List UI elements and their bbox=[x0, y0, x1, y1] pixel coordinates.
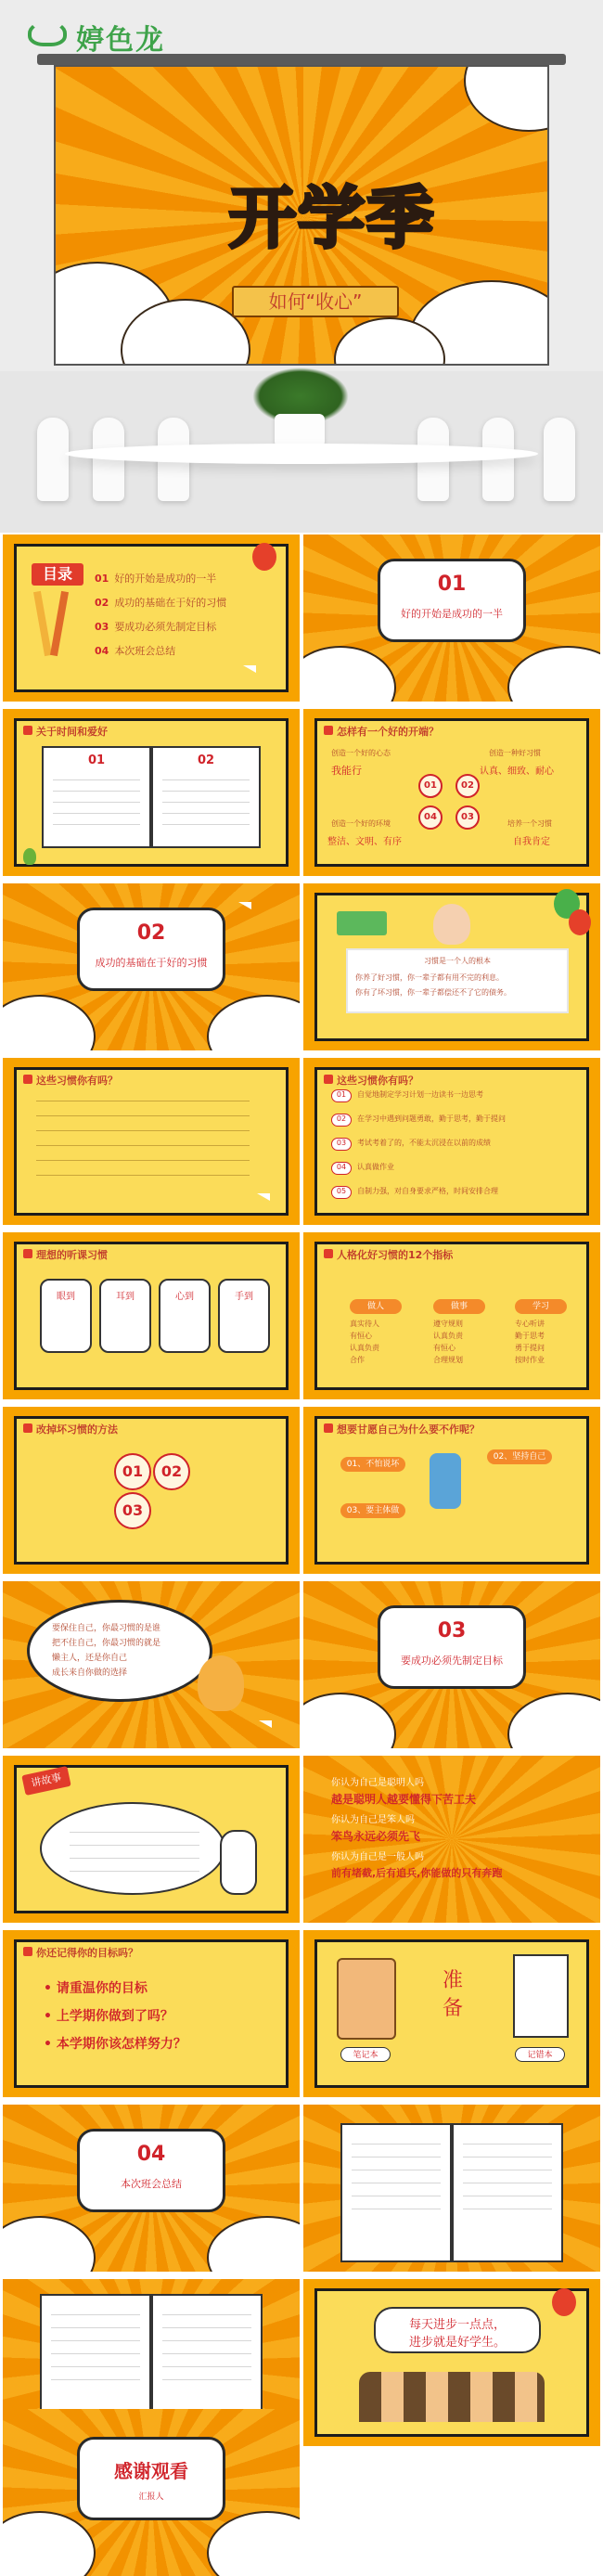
kid-icon bbox=[430, 1453, 461, 1509]
thought-cloud bbox=[40, 1802, 225, 1895]
toc-heading: 目录 bbox=[32, 563, 83, 586]
slide-smart-vs-slow[interactable]: 你认为自己是聪明人吗 越是聪明人越要懂得下苦工夫 你认为自己是笨人吗 笨鸟永远必须先飞 你认为自己是一般人吗 前有堵截,后有追兵,你能做的只有奔跑 bbox=[303, 1756, 600, 1923]
chair bbox=[37, 418, 69, 501]
slide-thanks[interactable] bbox=[3, 2409, 300, 2576]
projector-screen bbox=[54, 65, 549, 366]
slide-toc[interactable] bbox=[3, 535, 300, 702]
clipboard-icon bbox=[513, 1954, 569, 2038]
habit-row: 02 在学习中遇到问题勇敢，勤于思考，勤于提问 bbox=[331, 1114, 572, 1138]
slide-heading: 改掉坏习惯的方法 bbox=[23, 1422, 118, 1436]
slide-heading: 理想的听课习惯 bbox=[23, 1247, 108, 1262]
section-card bbox=[378, 559, 526, 642]
slide-heading: 这些习惯你有吗？ bbox=[324, 1073, 418, 1088]
logo-icon bbox=[28, 20, 67, 46]
logo-text: 婷色龙 bbox=[76, 24, 165, 57]
toc-item[interactable]: 01 好的开始是成功的一半 bbox=[95, 573, 217, 585]
slide-goals[interactable] bbox=[3, 1930, 300, 2097]
speech-bubble: 要保住自己，你最习惯的是谁 把不住自己，你最习惯的就是 懒主人，还是你自己 成长来自你做的选择 bbox=[27, 1600, 212, 1702]
slide-panel bbox=[14, 544, 289, 692]
page-title: 开学季 bbox=[228, 179, 435, 257]
section-number: 04 bbox=[136, 2143, 166, 2166]
habit-row: 05 自制力强，对自身要求严格，时间安排合理 bbox=[331, 1186, 572, 1210]
balloon-icon bbox=[252, 543, 276, 571]
habit-row: 01 自觉地制定学习计划一边读书一边思考 bbox=[331, 1089, 572, 1114]
paper-plane-icon bbox=[517, 661, 543, 668]
section-number: 01 bbox=[437, 573, 467, 596]
baby-icon bbox=[433, 904, 470, 945]
balloon-icon bbox=[552, 2288, 576, 2316]
slide-habits-list[interactable] bbox=[303, 1058, 600, 1225]
paper-plane-icon bbox=[246, 1720, 272, 1728]
title-box bbox=[212, 174, 435, 263]
slide-panel bbox=[314, 1242, 589, 1390]
slide-why-do[interactable]: 想要甘愿自己为什么要不作呢？ 01、不怕说坏 02、坚持自己 03、要主体做 bbox=[303, 1407, 600, 1574]
goal-item: • 上学期你做到了吗？ bbox=[44, 2009, 173, 2024]
paper-plane-icon bbox=[244, 1193, 270, 1201]
goal-item: • 本学期你该怎样努力？ bbox=[44, 2037, 186, 2052]
section-card bbox=[378, 1605, 526, 1689]
slide-habits-checklist[interactable] bbox=[3, 1058, 300, 1225]
tree-icon bbox=[23, 848, 36, 865]
slide-fix-bad-habits[interactable]: 改掉坏习惯的方法 01 02 03 bbox=[3, 1407, 300, 1574]
heading-tag bbox=[337, 911, 387, 935]
open-book-right bbox=[452, 2123, 563, 2262]
open-book-right: 02 bbox=[151, 746, 261, 848]
paper-plane-icon bbox=[230, 665, 256, 673]
open-book-left: 01 bbox=[42, 746, 151, 848]
paper-plane-icon bbox=[225, 902, 251, 909]
slide-12-indicators[interactable]: 人格化好习惯的12个指标 做人 做事 学习 真实待人 有恒心 认真负责 合作 遵守规则 认真负责 有恒心 合理规划 专心听讲 勤于思考 勇于提问 按时作业 bbox=[303, 1232, 600, 1399]
plant-pot bbox=[275, 414, 325, 447]
goal-item: • 请重温你的目标 bbox=[44, 1981, 148, 1996]
slide-section-01[interactable] bbox=[303, 535, 600, 702]
slide-heading: 想要甘愿自己为什么要不作呢？ bbox=[324, 1422, 480, 1436]
slide-heading: 这些习惯你有吗？ bbox=[23, 1073, 118, 1088]
prepare-word: 准备 bbox=[443, 1969, 464, 2020]
slide-heading: 怎样有一个好的开端？ bbox=[324, 724, 439, 739]
slide-self-choice[interactable] bbox=[3, 1581, 300, 1748]
slide-time-hobby[interactable] bbox=[3, 709, 300, 876]
slide-summary-book-a[interactable] bbox=[303, 2105, 600, 2272]
slide-section-02[interactable] bbox=[3, 883, 300, 1050]
slide-listening-habits[interactable]: 理想的听课习惯 眼到 耳到 心到 手到 bbox=[3, 1232, 300, 1399]
slide-habit-root[interactable]: 习惯是一个人的根本 你养了好习惯，你一辈子都有用不完的利息。 你有了坏习惯，你一辈子都偿还不了它的债务。 bbox=[303, 883, 600, 1050]
scientist-icon bbox=[220, 1830, 257, 1895]
habit-row: 04 认真做作业 bbox=[331, 1162, 572, 1186]
section-caption: 好的开始是成功的一半 bbox=[401, 608, 503, 620]
slide-heading: 人格化好习惯的12个指标 bbox=[324, 1247, 453, 1262]
toc-item[interactable]: 02 成功的基础在于好的习惯 bbox=[95, 597, 227, 609]
slide-section-04[interactable] bbox=[3, 2105, 300, 2272]
pencil-icon bbox=[35, 591, 72, 656]
thanks-card bbox=[77, 2437, 225, 2520]
brand-logo bbox=[28, 17, 213, 57]
toc-item[interactable]: 03 要成功必须先制定目标 bbox=[95, 621, 217, 633]
section-number: 03 bbox=[437, 1619, 467, 1642]
chair bbox=[544, 418, 575, 501]
section-caption: 要成功必须先制定目标 bbox=[401, 1655, 503, 1667]
section-card bbox=[77, 908, 225, 991]
section-caption: 本次班会总结 bbox=[121, 2178, 182, 2190]
section-card bbox=[77, 2129, 225, 2212]
hero-scene bbox=[0, 0, 603, 533]
speech-bubble: 每天进步一点点， 进步就是好学生。 bbox=[374, 2307, 541, 2353]
slide-heading: 你还记得你的目标吗？ bbox=[23, 1945, 138, 1960]
slide-section-03[interactable] bbox=[303, 1581, 600, 1748]
slide-panel bbox=[14, 1416, 289, 1565]
thanks-title: 感谢观看 bbox=[114, 2460, 188, 2482]
balloon-icon bbox=[569, 909, 591, 935]
conference-table bbox=[65, 444, 538, 464]
slide-progress[interactable] bbox=[303, 2279, 600, 2446]
cartoon-kid-icon bbox=[198, 1655, 244, 1711]
section-caption: 成功的基础在于好的习惯 bbox=[95, 957, 208, 969]
toc-item[interactable]: 04 本次班会总结 bbox=[95, 645, 176, 657]
slide-prepare[interactable]: 准备 笔记本 记错本 bbox=[303, 1930, 600, 2097]
kids-group-icon bbox=[359, 2372, 545, 2422]
presenter-label: 汇报人 bbox=[138, 2492, 164, 2502]
open-book-left bbox=[340, 2123, 452, 2262]
slide-storytime[interactable] bbox=[3, 1756, 300, 1923]
slide-heading: 关于时间和爱好 bbox=[23, 724, 108, 739]
habit-row: 03 考试考着了的，不能太沉浸在以前的成绩 bbox=[331, 1138, 572, 1162]
slide-good-start[interactable]: 怎样有一个好的开端？ 创造一个好的心态 我能行 创造一种好习惯 认真、细致、耐心 创造一个好的环境 整洁、文明、有序 培养一个习惯 自我肯定 01 02 03 04 bbox=[303, 709, 600, 876]
notebook-icon bbox=[337, 1958, 396, 2040]
story-badge: 讲故事 bbox=[21, 1766, 71, 1796]
section-number: 02 bbox=[136, 921, 166, 945]
subtitle-ribbon: 如何“收心” bbox=[232, 286, 399, 317]
